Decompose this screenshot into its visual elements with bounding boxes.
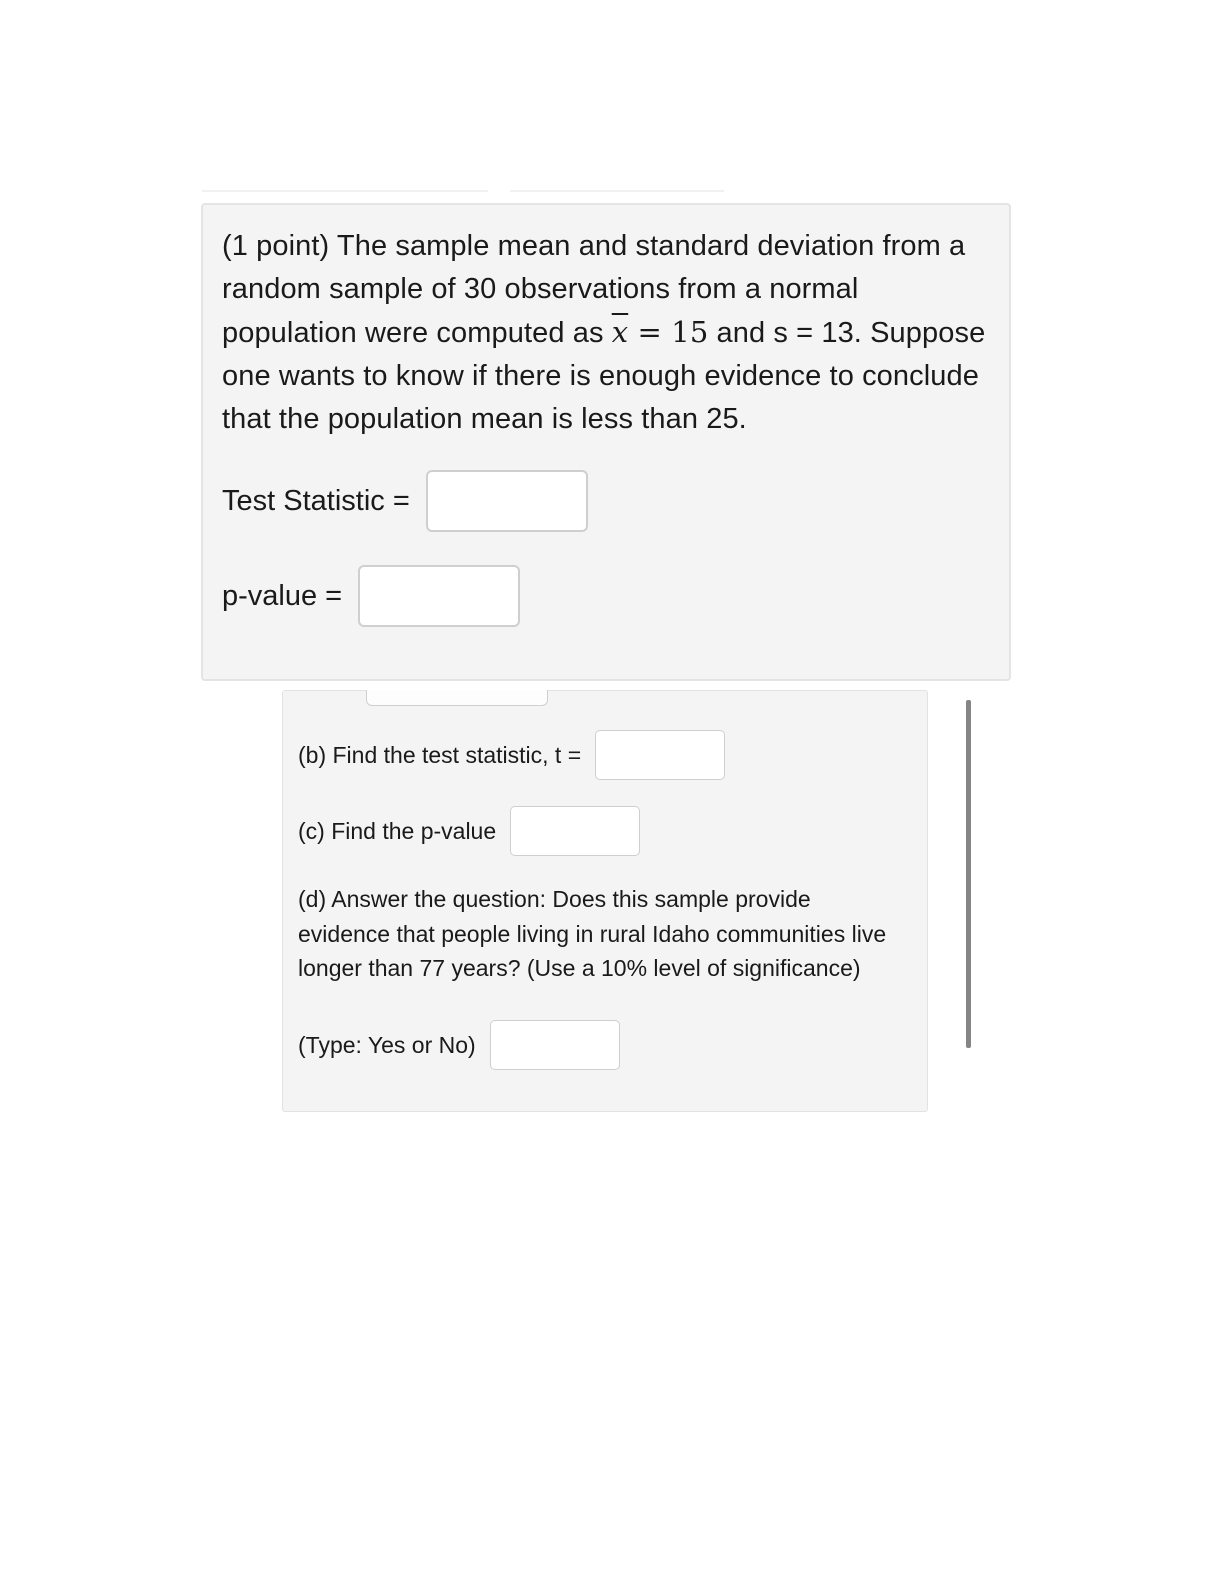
math-equals: = [637, 315, 662, 349]
test-statistic-row [222, 470, 588, 532]
faint-divider-right [510, 190, 724, 192]
problem-text-part1: (1 point) The sample mean and standard deviation from a random sample of 30 observations from a normal population were computed as [222, 230, 966, 349]
hidden-answer-input-a[interactable] [366, 690, 548, 706]
part-d-answer-input[interactable] [490, 1020, 620, 1070]
part-b-answer-input[interactable] [595, 730, 725, 780]
xbar-symbol: $\overline{x}$ [611, 315, 629, 349]
p-value-row [222, 565, 520, 627]
faint-divider-left [202, 190, 488, 192]
test-statistic-input[interactable] [426, 470, 588, 532]
part-b-row [298, 730, 725, 780]
part-d-type-label: (Type: Yes or No) [298, 1032, 476, 1058]
p-value-input[interactable] [358, 565, 520, 627]
part-c-answer-input[interactable] [510, 806, 640, 856]
part-b-label: (b) Find the test statistic, t = [298, 742, 582, 768]
scrollbar[interactable] [966, 700, 971, 1048]
part-d-question: (d) Answer the question: Does this sample provide evidence that people living in rural Idaho communities live longer than 77 years? (Use a 10% level of significance) [298, 886, 887, 981]
problem-text-part2: and s = 13. Suppose one wants to know if there is enough evidence to conclude that the population mean is less than 25. [222, 317, 986, 435]
test-statistic-label: Test Statistic = [222, 484, 410, 517]
part-d-row [298, 1020, 620, 1070]
xbar-value: 15 [671, 315, 709, 349]
p-value-label: p-value = [222, 579, 343, 612]
part-c-row [298, 806, 640, 856]
xbar-expression [612, 315, 709, 349]
problem-statement [222, 225, 992, 441]
part-c-label: (c) Find the p-value [298, 818, 497, 844]
